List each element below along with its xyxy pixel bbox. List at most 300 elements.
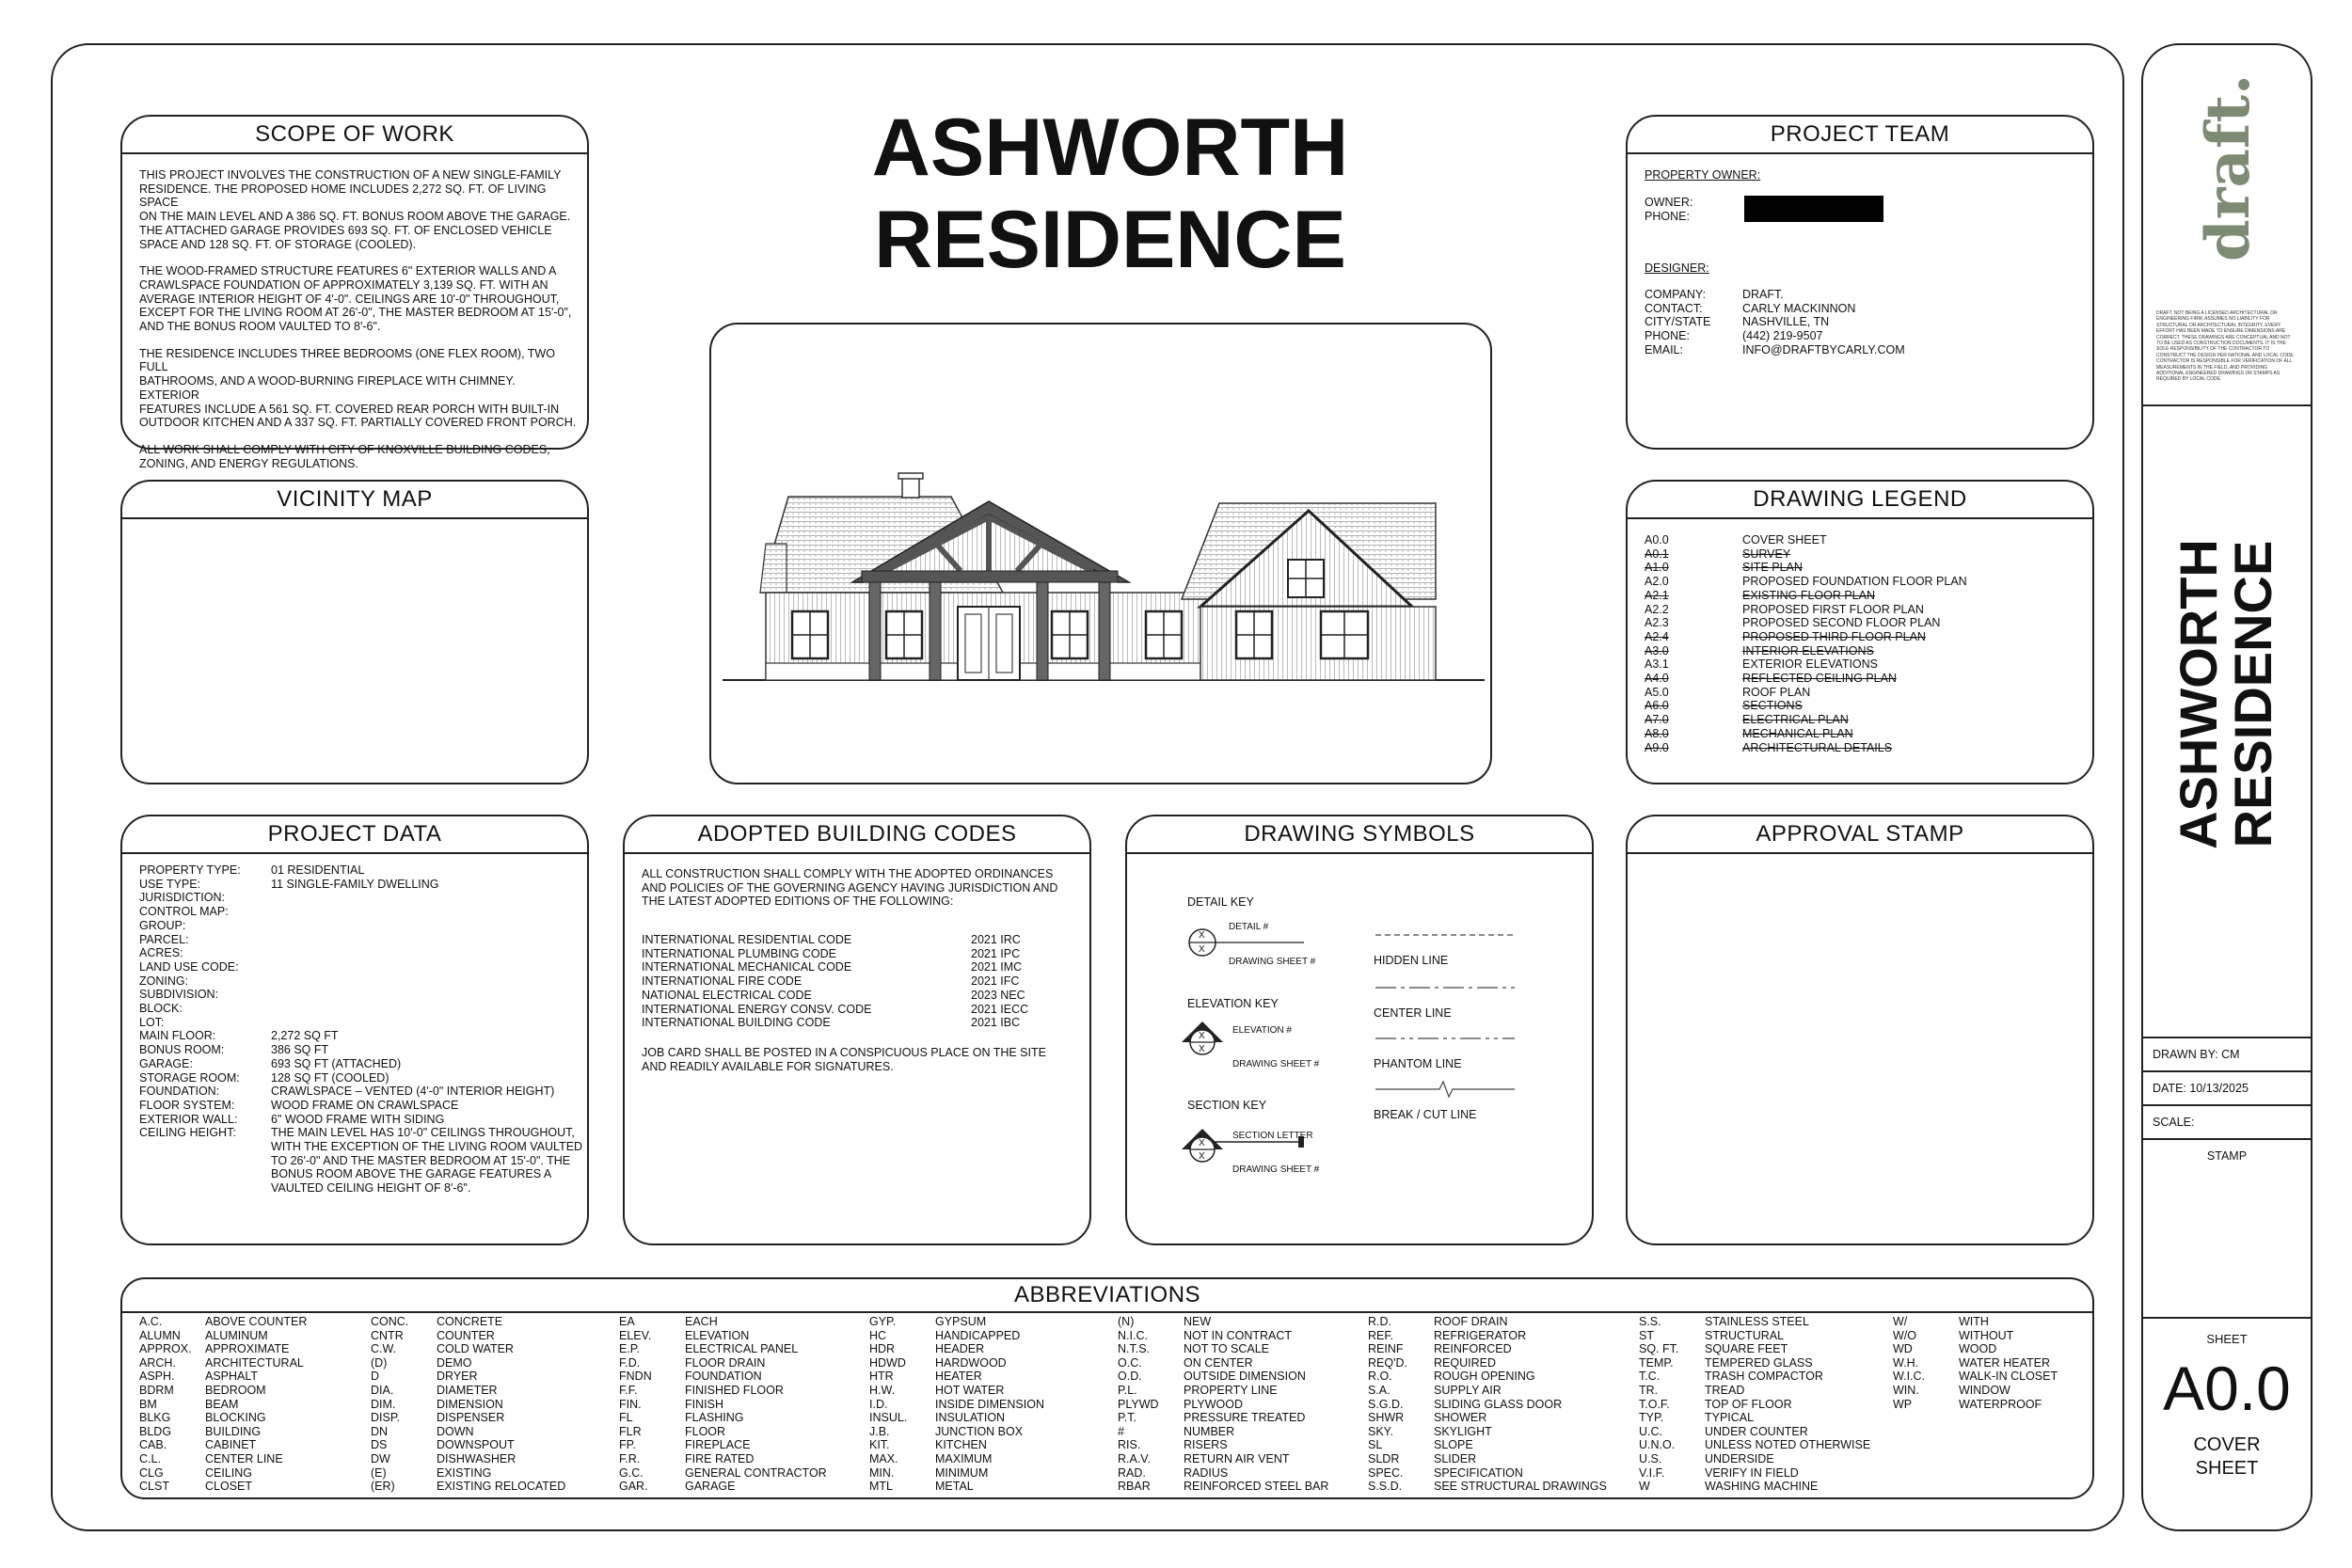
abbreviation-code: TEMP. — [1639, 1355, 1674, 1370]
disclaimer-line: DRAFT. NOT BEING A LICENSED ARCHITECTURAL OR — [2156, 310, 2278, 316]
abbreviation-row — [139, 1329, 307, 1343]
abbreviation-meaning: WATER HEATER — [1959, 1355, 2050, 1370]
abbreviation-row — [371, 1329, 565, 1343]
abbreviation-code: U.C. — [1639, 1424, 1662, 1438]
abbreviation-meaning: FIRE RATED — [685, 1451, 755, 1465]
abbreviation-row — [869, 1466, 1044, 1481]
designer-heading: DESIGNER: — [1645, 261, 1709, 275]
abbreviation-row — [1368, 1411, 1607, 1425]
abbreviation-column — [139, 1315, 307, 1494]
abbreviation-column — [869, 1315, 1044, 1494]
abbreviation-code: W — [1639, 1480, 1650, 1494]
project-data-row-key: SUBDIVISION: — [139, 988, 219, 1002]
abbreviation-row — [139, 1398, 307, 1412]
abbreviation-code: P.L. — [1118, 1383, 1137, 1397]
project-data-row — [139, 1071, 581, 1085]
abbreviation-code: BDRM — [139, 1383, 174, 1397]
abbreviations-heading: ABBREVIATIONS — [122, 1279, 2092, 1313]
abbreviation-meaning: REQUIRED — [1434, 1355, 1496, 1370]
abbreviation-code: REINF — [1368, 1342, 1404, 1356]
hidden-line-label: HIDDEN LINE — [1374, 954, 1449, 967]
abbreviation-code: DS — [371, 1438, 388, 1452]
abbreviation-row — [619, 1370, 827, 1384]
abbreviation-row — [1639, 1452, 1870, 1466]
legend-row-key: A5.0 — [1645, 685, 1669, 699]
abbreviation-meaning: SQUARE FEET — [1705, 1342, 1788, 1356]
abbreviation-code: (D) — [371, 1355, 388, 1370]
project-data-row — [139, 863, 581, 878]
abbreviation-row — [371, 1452, 565, 1466]
abbreviation-meaning: RETURN AIR VENT — [1184, 1451, 1290, 1465]
legend-row — [1645, 561, 2083, 575]
abbreviation-row — [869, 1452, 1044, 1466]
abbreviation-row — [1118, 1466, 1328, 1481]
abbreviation-meaning: EXISTING — [437, 1465, 492, 1480]
abbreviation-column — [371, 1315, 565, 1494]
abbreviation-meaning: ARCHITECTURAL — [205, 1355, 304, 1370]
designer-row-value: CARLY MACKINNON — [1742, 301, 1856, 315]
sheet-number: A0.0 — [2163, 1354, 2291, 1423]
abbreviation-meaning: HOT WATER — [935, 1383, 1005, 1397]
elevation-key-symbol: X X — [1178, 1016, 1234, 1061]
legend-row — [1645, 672, 2083, 686]
abbreviation-code: SLDR — [1368, 1451, 1400, 1465]
abbreviation-code: REQ'D. — [1368, 1355, 1407, 1370]
project-data-row-key: CONTROL MAP: — [139, 905, 229, 919]
abbreviation-row — [1893, 1384, 2058, 1398]
project-data-row-value: WOOD FRAME ON CRAWLSPACE — [271, 1098, 459, 1112]
abbreviation-row — [1368, 1315, 1607, 1329]
abbreviation-meaning: SLIDER — [1434, 1451, 1477, 1465]
project-data-row-key: FOUNDATION: — [139, 1085, 220, 1099]
break-line-label: BREAK / CUT LINE — [1374, 1108, 1477, 1121]
abbreviation-row — [1368, 1466, 1607, 1481]
abbreviation-meaning: TREAD — [1705, 1383, 1745, 1397]
codes-heading: ADOPTED BUILDING CODES — [625, 816, 1089, 854]
abbreviation-row — [371, 1342, 565, 1356]
project-data-row — [139, 1113, 581, 1127]
abbreviation-code: G.C. — [619, 1465, 644, 1480]
disclaimer-line: ADDITIONAL ENGINEERED DRAWINGS OR STAMPS AS — [2156, 371, 2280, 377]
legend-row — [1645, 589, 2083, 603]
codes-intro-line: THE LATEST ADOPTED EDITIONS OF THE FOLLOWING: — [642, 895, 954, 909]
code-row-value: 2021 IPC — [971, 946, 1021, 960]
code-row-value: 2021 IFC — [971, 974, 1020, 989]
abbreviation-code: DISP. — [371, 1411, 401, 1425]
team-panel — [1626, 115, 2094, 450]
abbreviation-row — [1639, 1425, 1870, 1439]
abbreviation-meaning: BLOCKING — [205, 1411, 266, 1425]
abbreviation-code: (ER) — [371, 1480, 395, 1494]
abbreviation-code: DN — [371, 1424, 389, 1438]
project-data-row-key: GROUP: — [139, 918, 186, 932]
abbreviation-row — [371, 1356, 565, 1370]
abbreviation-meaning: WATERPROOF — [1959, 1397, 2042, 1411]
abbreviation-row — [1368, 1425, 1607, 1439]
project-data-row-key: EXTERIOR WALL: — [139, 1112, 238, 1126]
abbreviation-meaning: SHOWER — [1434, 1411, 1487, 1425]
legend-row — [1645, 741, 2083, 755]
abbreviation-code: CAB. — [139, 1438, 167, 1452]
scope-line: AVERAGE INTERIOR HEIGHT OF 4'-0". CEILINGS ARE 10'-0" THROUGHOUT, — [139, 292, 560, 306]
project-data-row-key: GARAGE: — [139, 1056, 193, 1070]
abbreviation-code: GYP. — [869, 1315, 897, 1328]
abbreviation-code: I.D. — [869, 1397, 888, 1411]
designer-row-value: INFO@DRAFTBYCARLY.COM — [1742, 342, 1905, 356]
abbreviation-meaning: SUPPLY AIR — [1434, 1383, 1502, 1397]
abbreviation-meaning: SLOPE — [1434, 1438, 1473, 1452]
abbreviation-row — [1118, 1315, 1328, 1329]
abbreviation-row — [619, 1315, 827, 1329]
abbreviation-code: FP. — [619, 1438, 636, 1452]
abbreviation-code: TYP. — [1639, 1411, 1664, 1425]
legend-row-key: A2.3 — [1645, 616, 1669, 630]
code-row — [642, 933, 1080, 947]
abbreviation-row — [619, 1384, 827, 1398]
project-data-row-key: MAIN FLOOR: — [139, 1029, 216, 1043]
abbreviation-code: N.I.C. — [1118, 1328, 1148, 1342]
legend-row-key: A2.0 — [1645, 575, 1669, 589]
abbreviation-row — [1368, 1438, 1607, 1452]
abbreviation-row — [139, 1425, 307, 1439]
abbreviation-meaning: FIREPLACE — [685, 1438, 751, 1452]
abbreviation-row — [869, 1411, 1044, 1425]
sheet-label: SHEET — [2206, 1332, 2248, 1346]
legend-row-value: PROPOSED FIRST FLOOR PLAN — [1742, 602, 1924, 616]
disclaimer-line: CONTRACTOR IS RESPONSIBLE FOR VERIFICATION OF ALL — [2156, 358, 2293, 365]
elevation-sheet-label: DRAWING SHEET # — [1232, 1059, 1320, 1069]
abbreviation-code: S.S.D. — [1368, 1480, 1403, 1494]
abbreviation-code: S.G.D. — [1368, 1397, 1404, 1411]
abbreviation-code: SL — [1368, 1438, 1383, 1452]
legend-panel — [1626, 480, 2094, 784]
abbreviation-code: W/O — [1893, 1328, 1916, 1342]
abbreviation-code: (E) — [371, 1465, 387, 1480]
abbreviation-code: ARCH. — [139, 1355, 176, 1370]
abbreviation-row — [371, 1370, 565, 1384]
abbreviation-meaning: TEMPERED GLASS — [1705, 1355, 1813, 1370]
abbreviation-row — [371, 1425, 565, 1439]
abbreviation-meaning: JUNCTION BOX — [935, 1424, 1024, 1438]
scope-heading: SCOPE OF WORK — [122, 117, 587, 154]
abbreviation-row — [1118, 1384, 1328, 1398]
disclaimer-line: MEASUREMENTS IN THE FIELD, AND PROVIDING — [2156, 364, 2267, 371]
abbreviation-code: PLYWD — [1118, 1397, 1159, 1411]
abbreviation-row — [619, 1452, 827, 1466]
titleblock-project-name: ASHWORTH RESIDENCE — [2169, 539, 2282, 849]
section-letter-label: SECTION LETTER — [1232, 1131, 1313, 1141]
designer-row-value: DRAFT. — [1742, 288, 1784, 301]
project-title: ASHWORTH RESIDENCE — [871, 103, 1349, 285]
center-line-label: CENTER LINE — [1374, 1006, 1452, 1020]
legend-row-key: A0.0 — [1645, 533, 1669, 546]
code-row — [642, 989, 1080, 1003]
abbreviation-code: H.W. — [869, 1383, 896, 1397]
legend-row-key: A2.4 — [1645, 629, 1669, 643]
disclaimer-line: TO BE USED AS CONSTRUCTION DOCUMENTS. IT IS THE — [2156, 341, 2286, 347]
project-data-row-key: BONUS ROOM: — [139, 1043, 225, 1057]
abbreviation-meaning: BEAM — [205, 1397, 239, 1411]
abbreviation-code: W.I.C. — [1893, 1370, 1926, 1384]
abbreviation-row — [139, 1370, 307, 1384]
abbreviation-row — [139, 1480, 307, 1494]
legend-row-key: A3.1 — [1645, 657, 1669, 672]
front-elevation-drawing — [711, 325, 1494, 786]
abbreviation-row — [869, 1315, 1044, 1329]
project-data-row — [139, 1154, 581, 1168]
abbreviation-row — [1118, 1438, 1328, 1452]
abbreviation-meaning: MINIMUM — [935, 1465, 989, 1480]
scope-line: CRAWLSPACE FOUNDATION OF APPROXIMATELY 3,139 SQ. FT. WITH AN — [139, 277, 548, 292]
scope-text — [139, 168, 578, 483]
abbreviation-row — [371, 1411, 565, 1425]
disclaimer-line: ENGINEERING FIRM, ASSUMES NO LIABILITY FOR — [2156, 316, 2270, 323]
abbreviation-code: APPROX. — [139, 1342, 192, 1356]
project-data-row — [139, 974, 581, 989]
abbreviation-row — [1639, 1370, 1870, 1384]
abbreviation-meaning: DOWNSPOUT — [437, 1438, 515, 1452]
elevation-key-label: ELEVATION KEY — [1187, 997, 1279, 1010]
code-row — [642, 1016, 1080, 1030]
project-data-row-value: 11 SINGLE-FAMILY DWELLING — [271, 877, 439, 891]
scope-panel — [120, 115, 589, 470]
abbreviation-row — [1639, 1480, 1870, 1494]
abbreviation-meaning: SPECIFICATION — [1434, 1465, 1523, 1480]
abbreviation-row — [1368, 1480, 1607, 1494]
project-data-row — [139, 988, 581, 1002]
abbreviation-row — [1118, 1370, 1328, 1384]
abbreviation-meaning: WALK-IN CLOSET — [1959, 1370, 2058, 1384]
abbreviation-row — [1118, 1452, 1328, 1466]
abbreviation-code: FL — [619, 1411, 633, 1425]
abbreviation-meaning: INSIDE DIMENSION — [935, 1397, 1044, 1411]
abbreviation-code: V.I.F. — [1639, 1465, 1665, 1480]
scope-line: THE WOOD-FRAMED STRUCTURE FEATURES 6" EXTERIOR WALLS AND A — [139, 264, 557, 278]
abbreviation-meaning: NOT TO SCALE — [1184, 1342, 1270, 1356]
project-data-row — [139, 1043, 581, 1057]
abbreviation-meaning: CABINET — [205, 1438, 257, 1452]
code-row-key: INTERNATIONAL RESIDENTIAL CODE — [642, 933, 852, 946]
abbreviation-row — [139, 1438, 307, 1452]
code-row-key: INTERNATIONAL MECHANICAL CODE — [642, 960, 852, 974]
legend-row-key: A9.0 — [1645, 740, 1669, 754]
project-data-row-key: PROPERTY TYPE: — [139, 863, 241, 877]
abbreviation-code: DIA. — [371, 1383, 394, 1397]
abbreviation-meaning: NEW — [1184, 1315, 1212, 1328]
abbreviation-meaning: BEDROOM — [205, 1383, 266, 1397]
project-data-row-value: 01 RESIDENTIAL — [271, 863, 365, 877]
scope-line: ALL WORK SHALL COMPLY WITH CITY OF KNOXVILLE BUILDING CODES, — [139, 442, 550, 456]
abbreviation-meaning: STRUCTURAL — [1705, 1328, 1785, 1342]
scope-line: THE ATTACHED GARAGE PROVIDES 693 SQ. FT. OF ENCLOSED VEHICLE — [139, 223, 552, 237]
project-data-row — [139, 1167, 581, 1181]
project-data-row-key — [139, 1140, 271, 1154]
abbreviation-code: F.R. — [619, 1451, 641, 1465]
abbreviation-row — [869, 1342, 1044, 1356]
abbreviation-meaning: COLD WATER — [437, 1342, 514, 1356]
code-row — [642, 974, 1080, 989]
abbreviation-row — [1118, 1329, 1328, 1343]
detail-number-label: DETAIL # — [1229, 922, 1269, 932]
abbreviation-column — [1639, 1315, 1870, 1494]
designer-row — [1645, 315, 2083, 329]
disclaimer-line: STRUCTURAL OR ARCHITECTURAL INTEGRITY. EVERY — [2156, 322, 2281, 328]
abbreviation-meaning: ELECTRICAL PANEL — [685, 1342, 799, 1356]
disclaimer-line: CORRECT. THESE DRAWINGS ARE CONCEPTUAL AND NOT — [2156, 334, 2291, 341]
abbreviation-row — [619, 1425, 827, 1439]
abbreviation-meaning: KITCHEN — [935, 1438, 987, 1452]
designer-row-key: CONTACT: — [1645, 301, 1703, 315]
approval-stamp-panel — [1626, 815, 2094, 1245]
abbreviation-row — [1118, 1480, 1328, 1494]
abbreviation-row — [371, 1398, 565, 1412]
abbreviation-meaning: BUILDING — [205, 1424, 262, 1438]
code-row-value: 2021 IMC — [971, 960, 1023, 974]
abbreviation-meaning: HANDICAPPED — [935, 1328, 1021, 1342]
project-data-heading: PROJECT DATA — [122, 816, 587, 854]
legend-row — [1645, 630, 2083, 644]
abbreviation-code: MTL — [869, 1480, 893, 1494]
scope-paragraph — [139, 168, 578, 251]
abbreviation-code: FNDN — [619, 1370, 652, 1384]
legend-row-key: A2.1 — [1645, 588, 1669, 602]
abbreviation-meaning: CEILING — [205, 1465, 253, 1480]
legend-row-key: A0.1 — [1645, 546, 1669, 561]
abbreviation-meaning: WITHOUT — [1959, 1328, 2014, 1342]
scope-line: THIS PROJECT INVOLVES THE CONSTRUCTION OF A NEW SINGLE-FAMILY — [139, 168, 562, 182]
abbreviation-meaning: HARDWOOD — [935, 1355, 1007, 1370]
abbreviation-meaning: REINFORCED — [1434, 1342, 1512, 1356]
abbreviation-row — [1639, 1411, 1870, 1425]
abbreviation-meaning: ALUMINUM — [205, 1328, 268, 1342]
project-data-row — [139, 1002, 581, 1016]
project-data-row — [139, 878, 581, 892]
redacted-owner-block — [1744, 196, 1883, 222]
abbreviation-row — [139, 1452, 307, 1466]
project-data-row-value: 6" WOOD FRAME WITH SIDING — [271, 1112, 445, 1126]
abbreviation-row — [371, 1466, 565, 1481]
abbreviations-table — [139, 1315, 2083, 1494]
legend-row-value: SECTIONS — [1742, 699, 1803, 713]
legend-row-key: A1.0 — [1645, 561, 1669, 575]
detail-key-label: DETAIL KEY — [1187, 895, 1254, 909]
abbreviation-row — [869, 1425, 1044, 1439]
codes-intro-line: ALL CONSTRUCTION SHALL COMPLY WITH THE ADOPTED ORDINANCES — [642, 867, 1054, 880]
abbreviation-row — [1639, 1466, 1870, 1481]
abbreviation-meaning: NUMBER — [1184, 1424, 1235, 1438]
section-sheet-label: DRAWING SHEET # — [1232, 1164, 1320, 1175]
abbreviation-row — [619, 1466, 827, 1481]
project-data-row-value: CRAWLSPACE – VENTED (4'-0" INTERIOR HEIGHT) — [271, 1085, 555, 1099]
abbreviation-code: O.D. — [1118, 1370, 1142, 1384]
detail-key-symbol: X X — [1187, 927, 1272, 965]
abbreviation-meaning: PRESSURE TREATED — [1184, 1411, 1306, 1425]
disclaimer-line: REQUIRED BY LOCAL CODE. — [2156, 376, 2222, 383]
abbreviation-row — [1639, 1398, 1870, 1412]
abbreviation-meaning: RADIUS — [1184, 1465, 1229, 1480]
elevation-panel — [709, 323, 1492, 784]
abbreviation-meaning: GENERAL CONTRACTOR — [685, 1465, 827, 1480]
abbreviation-code: F.F. — [619, 1383, 638, 1397]
abbreviation-code: KIT. — [869, 1438, 890, 1452]
project-data-row-key: FLOOR SYSTEM: — [139, 1098, 235, 1112]
phantom-line-label: PHANTOM LINE — [1374, 1057, 1462, 1070]
abbreviation-meaning: CLOSET — [205, 1480, 253, 1494]
project-data-row-value: 693 SQ FT (ATTACHED) — [271, 1056, 402, 1070]
legend-row-value: EXTERIOR ELEVATIONS — [1742, 657, 1879, 672]
abbreviation-row — [869, 1356, 1044, 1370]
scope-line: ON THE MAIN LEVEL AND A 386 SQ. FT. BONUS ROOM ABOVE THE GARAGE. — [139, 210, 571, 224]
abbreviation-code: DW — [371, 1451, 390, 1465]
abbreviation-meaning: REFRIGERATOR — [1434, 1328, 1527, 1342]
project-data-row-key: LOT: — [139, 1015, 165, 1029]
codes-footer-line: JOB CARD SHALL BE POSTED IN A CONSPICUOUS PLACE ON THE SITE — [642, 1046, 1046, 1059]
abbreviation-row — [619, 1480, 827, 1494]
project-data-row-key: CEILING HEIGHT: — [139, 1126, 236, 1140]
abbreviation-code: WIN. — [1893, 1383, 1919, 1397]
abbreviation-code: U.N.O. — [1639, 1438, 1676, 1452]
abbreviation-meaning: RISERS — [1184, 1438, 1228, 1452]
abbreviation-row — [1639, 1384, 1870, 1398]
abbreviation-code: ST — [1639, 1328, 1654, 1342]
code-row-value: 2023 NEC — [971, 988, 1025, 1002]
abbreviation-code: RBAR — [1118, 1480, 1151, 1494]
abbreviation-meaning: WOOD — [1959, 1342, 1997, 1356]
stamp-label: STAMP — [2206, 1149, 2248, 1163]
designer-row-key: EMAIL: — [1645, 342, 1683, 356]
abbreviation-code: INSUL. — [869, 1411, 908, 1425]
codes-panel — [623, 815, 1091, 1245]
abbreviation-row — [1893, 1370, 2058, 1384]
code-row-value: 2021 IRC — [971, 933, 1021, 946]
abbreviation-code: DIM. — [371, 1397, 396, 1411]
abbreviation-meaning: HEADER — [935, 1342, 985, 1356]
abbreviation-meaning: DEMO — [437, 1355, 472, 1370]
project-data-row-key: ACRES: — [139, 946, 183, 960]
abbreviation-row — [1118, 1398, 1328, 1412]
disclaimer-line: SOLE RESPONSIBILITY OF THE CONTRACTOR TO — [2156, 346, 2270, 353]
abbreviation-code: A.C. — [139, 1315, 163, 1328]
abbreviation-row — [619, 1438, 827, 1452]
abbreviation-meaning: TYPICAL — [1705, 1411, 1755, 1425]
abbreviation-code: (N) — [1118, 1315, 1135, 1328]
scope-paragraph — [139, 347, 578, 430]
abbreviation-row — [1368, 1452, 1607, 1466]
scope-line: RESIDENCE. THE PROPOSED HOME INCLUDES 2,272 SQ. FT. OF LIVING SPACE — [139, 182, 547, 210]
abbreviation-meaning: DRYER — [437, 1370, 478, 1384]
abbreviation-row — [619, 1329, 827, 1343]
abbreviation-code: SPEC. — [1368, 1465, 1404, 1480]
abbreviation-meaning: ELEVATION — [685, 1328, 750, 1342]
code-row-value: 2021 IECC — [971, 1002, 1029, 1016]
scope-line: ZONING, AND ENERGY REGULATIONS. — [139, 456, 358, 470]
abbreviation-code: E.P. — [619, 1342, 641, 1356]
abbreviation-row — [869, 1329, 1044, 1343]
abbreviation-code: RIS. — [1118, 1438, 1141, 1452]
project-data-row-key: ZONING: — [139, 974, 189, 988]
project-data-row-value: THE MAIN LEVEL HAS 10'-0" CEILINGS THROUGHOUT, — [271, 1126, 575, 1140]
project-data-row — [139, 1140, 581, 1154]
abbreviation-meaning: WASHING MACHINE — [1705, 1480, 1819, 1494]
sheet-title: COVER SHEET — [2193, 1434, 2261, 1479]
legend-row-value: REFLECTED CEILING PLAN — [1742, 672, 1897, 686]
project-data-row-key: LAND USE CODE: — [139, 959, 239, 974]
abbreviation-meaning: DOWN — [437, 1424, 474, 1438]
project-data-row-value: 2,272 SQ FT — [271, 1029, 339, 1043]
abbreviation-code: RAD. — [1118, 1465, 1146, 1480]
abbreviation-meaning: CONCRETE — [437, 1315, 503, 1328]
scope-line: BATHROOMS, AND A WOOD-BURNING FIREPLACE WITH CHIMNEY. EXTERIOR — [139, 374, 516, 402]
